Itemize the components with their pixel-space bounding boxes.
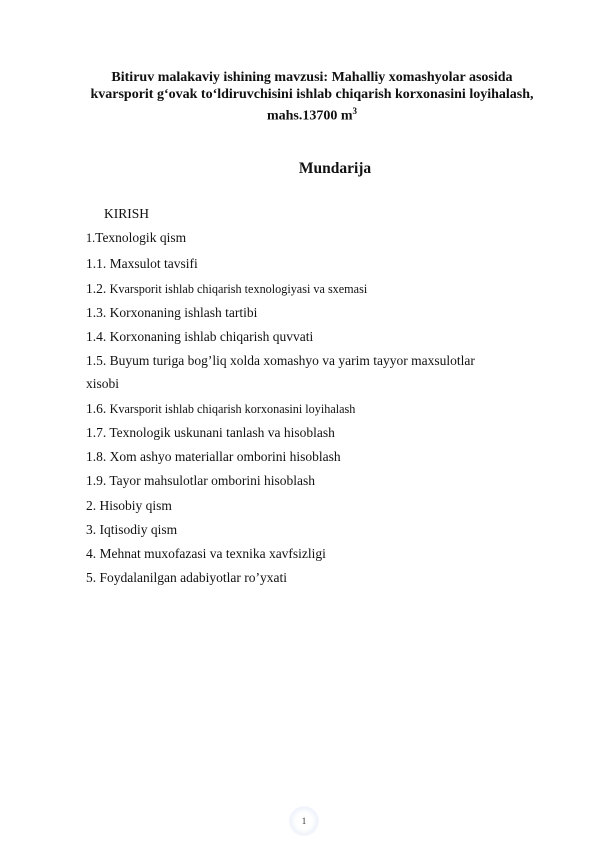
toc-item-1-3: 1.3. Korxonaning ishlash tartibi	[86, 305, 258, 320]
toc-item-1	[86, 230, 186, 246]
toc-item-1-9: 1.9. Tayor mahsulotlar omborini hisoblash	[86, 473, 316, 488]
toc-item-1-7: 1.7. Texnologik uskunani tanlash va hisoblash	[86, 425, 335, 440]
toc-item-2: 2. Hisobiy qism	[86, 498, 172, 513]
toc-item-4: 4. Mehnat muxofazasi va texnika xavfsizligi	[86, 546, 326, 561]
toc-item-1-number: 1.	[86, 231, 96, 245]
title-line-3-text: mahs.13700 m	[266, 108, 353, 124]
toc-item-kirish: KIRISH	[104, 206, 150, 221]
toc-item-1-6-number: 1.6.	[86, 401, 110, 416]
toc-item-5: 5. Foydalanilgan adabiyotlar ro’yxati	[86, 570, 287, 585]
title-superscript: 3	[352, 106, 358, 116]
document-title	[70, 69, 554, 125]
toc-item-1-5: 1.5. Buyum turiga bog’liq xolda xomashyo va yarim tayyor maxsulotlar	[86, 353, 475, 368]
title-line-3	[70, 103, 554, 125]
toc-item-1-2	[86, 281, 367, 297]
contents-heading: Mundarija	[298, 160, 372, 177]
title-line-2: kvarsporit g‘ovak to‘ldiruvchisini ishlab chiqarish korxonasini loyihalash,	[90, 87, 534, 102]
toc-item-1-1: 1.1. Maxsulot tavsifi	[86, 256, 198, 271]
title-line-1: Bitiruv malakaviy ishining mavzusi: Mahalliy xomashyolar asosida	[111, 70, 513, 85]
toc-item-1-6	[86, 401, 355, 417]
toc-item-1-4: 1.4. Korxonaning ishlab chiqarish quvvati	[86, 329, 314, 344]
toc-item-1-6-text: Kvarsporit ishlab chiqarish korxonasini loyihalash	[109, 402, 356, 416]
toc-item-1-8: 1.8. Xom ashyo materiallar omborini hisoblash	[86, 449, 341, 464]
toc-item-1-5-continued: xisobi	[86, 376, 120, 391]
toc-item-1-text: Texnologik qism	[95, 230, 187, 245]
toc-item-1-2-text: Kvarsporit ishlab chiqarish texnologiyasi va sxemasi	[109, 282, 368, 296]
page-number: 1	[289, 806, 319, 836]
toc-item-3: 3. Iqtisodiy qism	[86, 522, 178, 537]
toc-item-1-2-number: 1.2.	[86, 281, 110, 296]
